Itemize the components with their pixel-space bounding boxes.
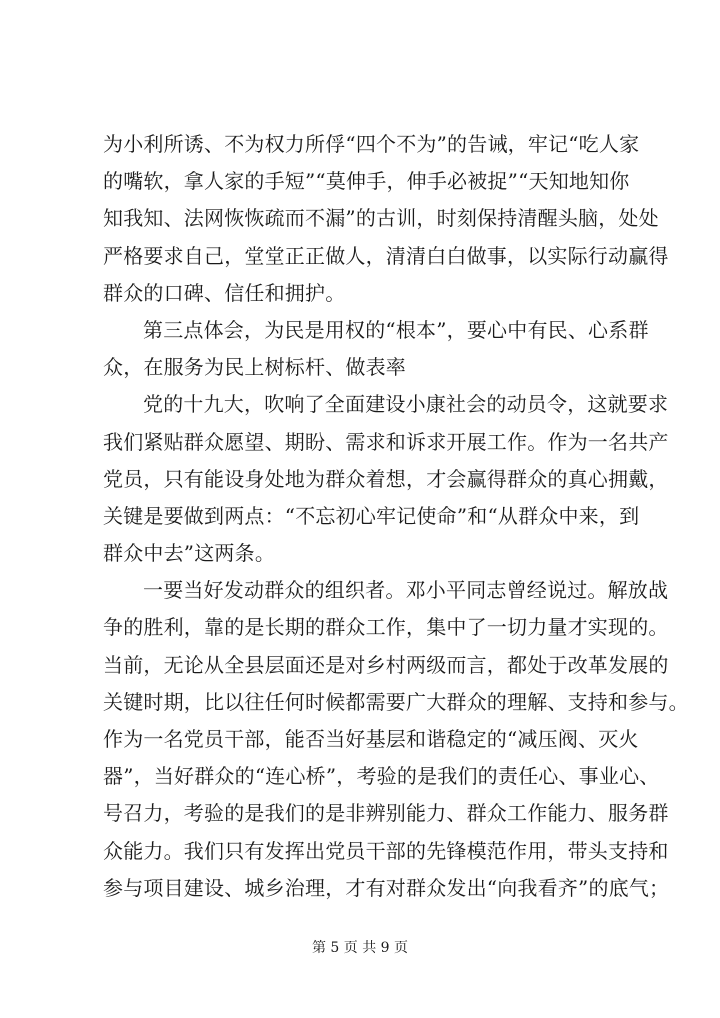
text-line: 知我知、法网恢恢疏而不漏”的古训，时刻保持清醒头脑，处处 [103, 206, 659, 231]
text-line: 的嘴软，拿人家的手短”“莫伸手，伸手必被捉”“天知地知你 [103, 169, 630, 194]
text-line: 参与项目建设、城乡治理，才有对群众发出“向我看齐”的底气； [103, 875, 670, 900]
paragraph-start-line: 第三点体会，为民是用权的“根本”，要心中有民、心系群 [143, 317, 649, 342]
text-line: 严格要求自己，堂堂正正做人，清清白白做事，以实际行动赢得 [103, 243, 669, 268]
body-text [103, 126, 689, 907]
text-line: 众，在服务为民上树标杆、做表率 [103, 355, 406, 380]
paragraph-start-line: 一要当好发动群众的组织者。邓小平同志曾经说过。解放战 [143, 578, 669, 603]
text-line: 群众中去”这两条。 [103, 541, 276, 566]
text-line: 争的胜利，靠的是长期的群众工作，集中了一切力量才实现的。 [103, 615, 669, 640]
paragraph-start-line: 党的十九大，吹响了全面建设小康社会的动员令，这就要求 [143, 392, 669, 417]
page-number-footer: 第 5 页 共 9 页 [311, 940, 409, 956]
text-line: 关键时期，比以往任何时候都需要广大群众的理解、支持和参与。 [103, 689, 689, 714]
text-line: 为小利所诱、不为权力所俘“四个不为”的告诫，牢记“吃人家 [103, 132, 640, 156]
text-line: 我们紧贴群众愿望、期盼、需求和诉求开展工作。作为一名共产 [103, 429, 669, 454]
text-line: 众能力。我们只有发挥出党员干部的先锋模范作用，带头支持和 [103, 838, 669, 863]
text-line: 党员，只有能设身处地为群众着想，才会赢得群众的真心拥戴， [103, 466, 669, 491]
text-line: 当前，无论从全县层面还是对乡村两级而言，都处于改革发展的 [103, 652, 669, 677]
text-line: 器”，当好群众的“连心桥”，考验的是我们的责任心、事业心、 [103, 764, 660, 789]
text-line: 号召力，考验的是我们的是非辨别能力、群众工作能力、服务群 [103, 801, 669, 826]
text-line: 关键是要做到两点：“不忘初心牢记使命”和“从群众中来，到 [103, 503, 640, 528]
text-line: 作为一名党员干部，能否当好基层和谐稳定的“减压阀、灭火 [103, 727, 639, 751]
text-line: 群众的口碑、信任和拥护。 [103, 280, 346, 305]
